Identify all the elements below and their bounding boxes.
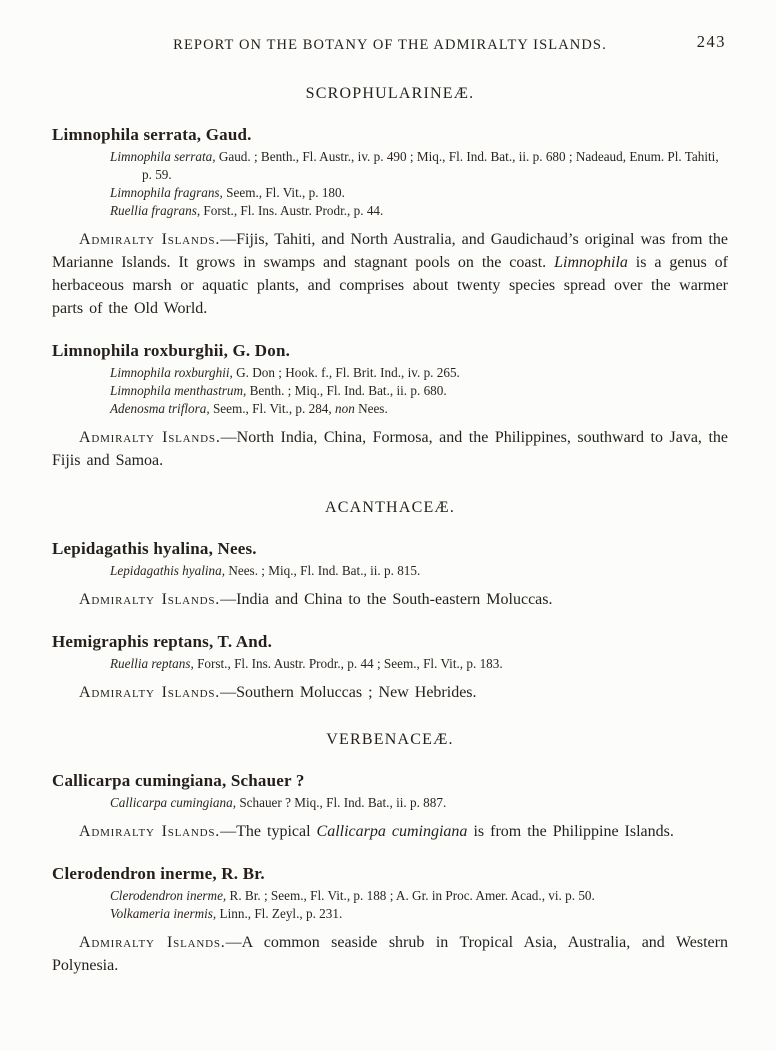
synonym-line (52, 364, 728, 382)
text-segment: Callicarpa cumingiana, (110, 795, 237, 810)
text-segment: Callicarpa cumingiana (316, 823, 468, 840)
species-name: Clerodendron inerme, R. Br. (52, 864, 265, 883)
text-segment: Admiralty Islands. (79, 591, 221, 608)
text-segment: is from the Philippine Islands. (467, 823, 674, 840)
family-heading: VERBENACEÆ. (326, 731, 454, 748)
text-segment: Admiralty Islands. (79, 231, 221, 248)
text-segment: Limnophila roxburghii, (110, 365, 233, 380)
text-segment: Seem., Fl. Vit., p. 180. (222, 185, 345, 200)
text-segment: Admiralty Islands. (79, 684, 221, 701)
species-entry (52, 538, 728, 611)
text-segment: —The typical (220, 823, 317, 840)
synonym-line (52, 655, 728, 673)
synonym-line (52, 794, 728, 812)
text-segment: Gaud. ; Benth., Fl. Austr., iv. p. 490 ; Miq., Fl. Ind. Bat., ii. p. 680 ; Nadeaud, Enum. Pl. Tahiti, p. 59. (142, 149, 719, 182)
family-heading: ACANTHACEÆ. (324, 499, 456, 516)
text-segment: non (335, 401, 355, 416)
species-entry (52, 340, 728, 472)
synonym-line (52, 148, 728, 184)
species-entry (52, 124, 728, 320)
text-segment: Nees. (354, 401, 388, 416)
distribution-paragraph (52, 820, 728, 843)
text-segment: Limnophila serrata, (110, 149, 216, 164)
text-segment: is a genus of herbaceous marsh or aquatic plants, and comprises about twenty species spread over the warmer parts of the Old World. (52, 254, 729, 317)
text-segment: Forst., Fl. Ins. Austr. Prodr., p. 44 ; Seem., Fl. Vit., p. 183. (193, 656, 503, 671)
text-segment: —Fijis, Tahiti, and North Australia, and Gaudichaud’s original was from the Marianne Islands. It grows in swamps and stagnant pools on the coast. (52, 231, 728, 271)
text-segment: —A common seaside shrub in Tropical Asia, Australia, and Western Polynesia. (52, 934, 728, 974)
synonym-line (52, 184, 728, 202)
synonym-line (52, 202, 728, 220)
synonym-line (52, 562, 728, 580)
text-segment: Clerodendron inerme, (110, 888, 227, 903)
species-entry (52, 863, 728, 977)
text-segment: Linn., Fl. Zeyl., p. 231. (216, 906, 343, 921)
text-segment: Ruellia reptans, (110, 656, 194, 671)
text-segment: Ruellia fragrans, (110, 203, 201, 218)
text-segment: Admiralty Islands. (79, 429, 221, 446)
page-number: 243 (696, 32, 726, 51)
text-segment: Nees. ; Miq., Fl. Ind. Bat., ii. p. 815. (225, 563, 421, 578)
distribution-paragraph (52, 931, 728, 977)
species-entry (52, 631, 728, 704)
text-segment: Forst., Fl. Ins. Austr. Prodr., p. 44. (200, 203, 384, 218)
running-title: REPORT ON THE BOTANY OF THE ADMIRALTY ISLANDS. (173, 37, 607, 53)
species-name: Limnophila roxburghii, G. Don. (52, 341, 291, 360)
running-head (52, 32, 728, 54)
text-segment: G. Don ; Hook. f., Fl. Brit. Ind., iv. p. 265. (232, 365, 460, 380)
text-segment: Admiralty Islands. (79, 823, 221, 840)
text-segment: Schauer ? Miq., Fl. Ind. Bat., ii. p. 887. (236, 795, 447, 810)
synonym-line (52, 887, 728, 905)
synonym-line (52, 905, 728, 923)
text-segment: R. Br. ; Seem., Fl. Vit., p. 188 ; A. Gr. in Proc. Amer. Acad., vi. p. 50. (226, 888, 595, 903)
text-segment: —India and China to the South-eastern Moluccas. (220, 591, 553, 608)
text-segment: Limnophila menthastrum, (110, 383, 247, 398)
distribution-paragraph (52, 681, 728, 704)
text-segment: —North India, China, Formosa, and the Philippines, southward to Java, the Fijis and Samoa. (52, 429, 728, 469)
family-heading: SCROPHULARINEÆ. (305, 85, 475, 102)
synonym-line (52, 382, 728, 400)
species-name: Hemigraphis reptans, T. And. (52, 632, 273, 651)
text-segment: Limnophila (554, 254, 628, 271)
text-segment: Volkameria inermis, (110, 906, 217, 921)
text-segment: Lepidagathis hyalina, (110, 563, 226, 578)
species-name: Limnophila serrata, Gaud. (52, 125, 252, 144)
text-segment: Limnophila fragrans, (110, 185, 223, 200)
species-entry (52, 770, 728, 843)
species-name: Callicarpa cumingiana, Schauer ? (52, 771, 305, 790)
distribution-paragraph (52, 588, 728, 611)
text-segment: Seem., Fl. Vit., p. 284, (209, 401, 335, 416)
page-body (52, 84, 728, 977)
distribution-paragraph (52, 426, 728, 472)
text-segment: Benth. ; Miq., Fl. Ind. Bat., ii. p. 680. (246, 383, 447, 398)
distribution-paragraph (52, 228, 728, 320)
text-segment: Adenosma triflora, (110, 401, 210, 416)
text-segment: —Southern Moluccas ; New Hebrides. (220, 684, 477, 701)
synonym-line (52, 400, 728, 418)
species-name: Lepidagathis hyalina, Nees. (52, 539, 257, 558)
text-segment: Admiralty Islands. (79, 934, 226, 951)
